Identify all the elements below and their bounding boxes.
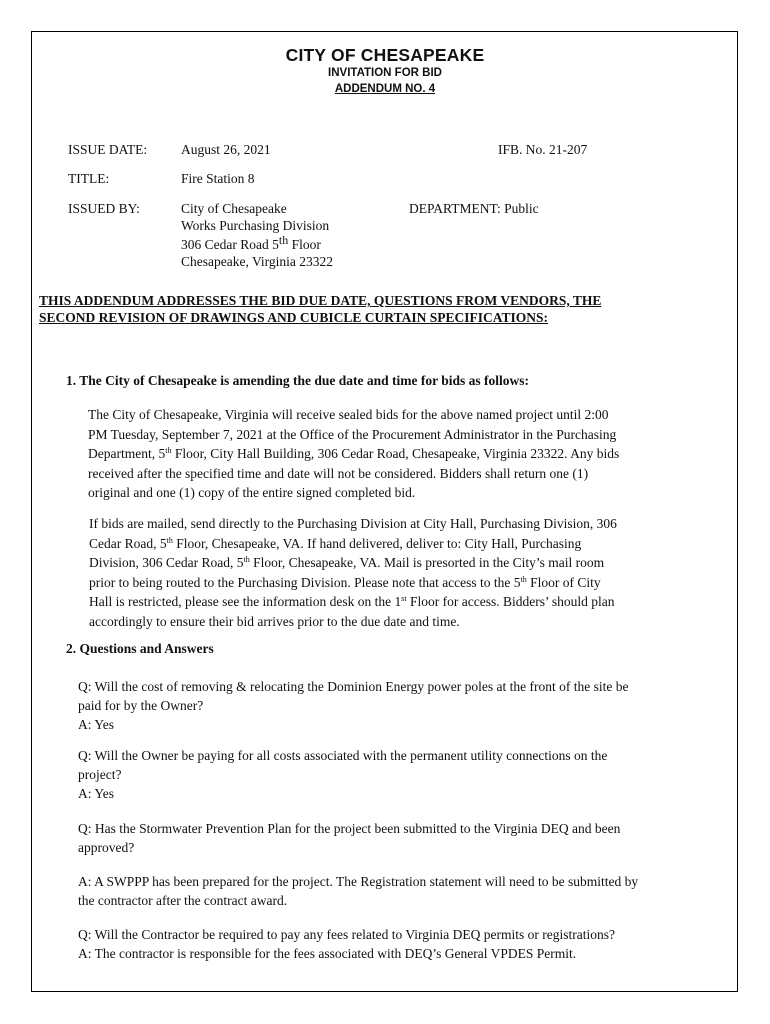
ifb-number: IFB. No. 21-207 <box>498 142 588 157</box>
qa-item-4: Q: Will the Contractor be required to pay any fees related to Virginia DEQ permits or registrations? A: The contractor is responsible for the fees associated with DEQ’s General VPDES Permit. <box>78 927 615 961</box>
title-value: Fire Station 8 <box>181 171 255 186</box>
invitation-subtitle: INVITATION FOR BID <box>328 67 442 79</box>
document-title: CITY OF CHESAPEAKE <box>285 45 485 65</box>
qa-item-3-answer: A: A SWPPP has been prepared for the project. The Registration statement will need to be submitted by the contractor after the contract award. <box>78 874 639 908</box>
addendum-scope-banner: THIS ADDENDUM ADDRESSES THE BID DUE DATE, QUESTIONS FROM VENDORS, THE SECOND REVISION OF DRAWINGS AND CUBICLE CURTAIN SPECIFICATIONS: <box>39 293 602 325</box>
issued-by-value: City of Chesapeake Works Purchasing Division 306 Cedar Road 5th Floor Chesapeake, Virginia 23322 <box>181 201 334 269</box>
department-label: DEPARTMENT: Public <box>409 201 539 216</box>
qa-item-3-question: Q: Has the Stormwater Prevention Plan for the project been submitted to the Virginia DEQ and been approved? <box>78 821 621 855</box>
issue-date-value: August 26, 2021 <box>181 142 271 157</box>
section-1-paragraph-2: If bids are mailed, send directly to the Purchasing Division at City Hall, Purchasing Division, 306 Cedar Road, 5th Floor, Chesapeake, VA. If hand delivered, deliver to: City Hall, Purchasing Division, 306 Cedar Road, 5th Floor, Chesapeake, VA. Mail is presorted in the City’s mail room prior to being routed to the Purchasing Division. Please note that access to the 5th Floor of City Hall is restricted, please see the information desk on the 1st Floor for access. Bidders’ should plan accordingly to ensure their bid arrives prior to the due date and time. <box>89 516 617 629</box>
issued-by-label: ISSUED BY: <box>68 201 140 216</box>
qa-item-1: Q: Will the cost of removing & relocating the Dominion Energy power poles at the front of the site be paid for by the Owner? A: Yes <box>78 679 629 732</box>
section-1-heading: 1. The City of Chesapeake is amending the due date and time for bids as follows: <box>66 373 530 388</box>
qa-item-2: Q: Will the Owner be paying for all costs associated with the permanent utility connections on the project? A: Yes <box>78 748 608 801</box>
issue-date-label: ISSUE DATE: <box>68 142 148 157</box>
section-2-heading: 2. Questions and Answers <box>66 641 214 656</box>
section-1-paragraph-1: The City of Chesapeake, Virginia will receive sealed bids for the above named project until 2:00 PM Tuesday, September 7, 2021 at the Office of the Procurement Administrator in the Purchasing Department, 5th Floor, City Hall Building, 306 Cedar Road, Chesapeake, Virginia 23322. Any bids received after the specified time and date will not be considered. Bidders shall return one (1) original and one (1) copy of the entire signed completed bid. <box>88 407 620 500</box>
title-label: TITLE: <box>68 171 110 186</box>
addendum-subtitle: ADDENDUM NO. 4 <box>334 83 436 95</box>
